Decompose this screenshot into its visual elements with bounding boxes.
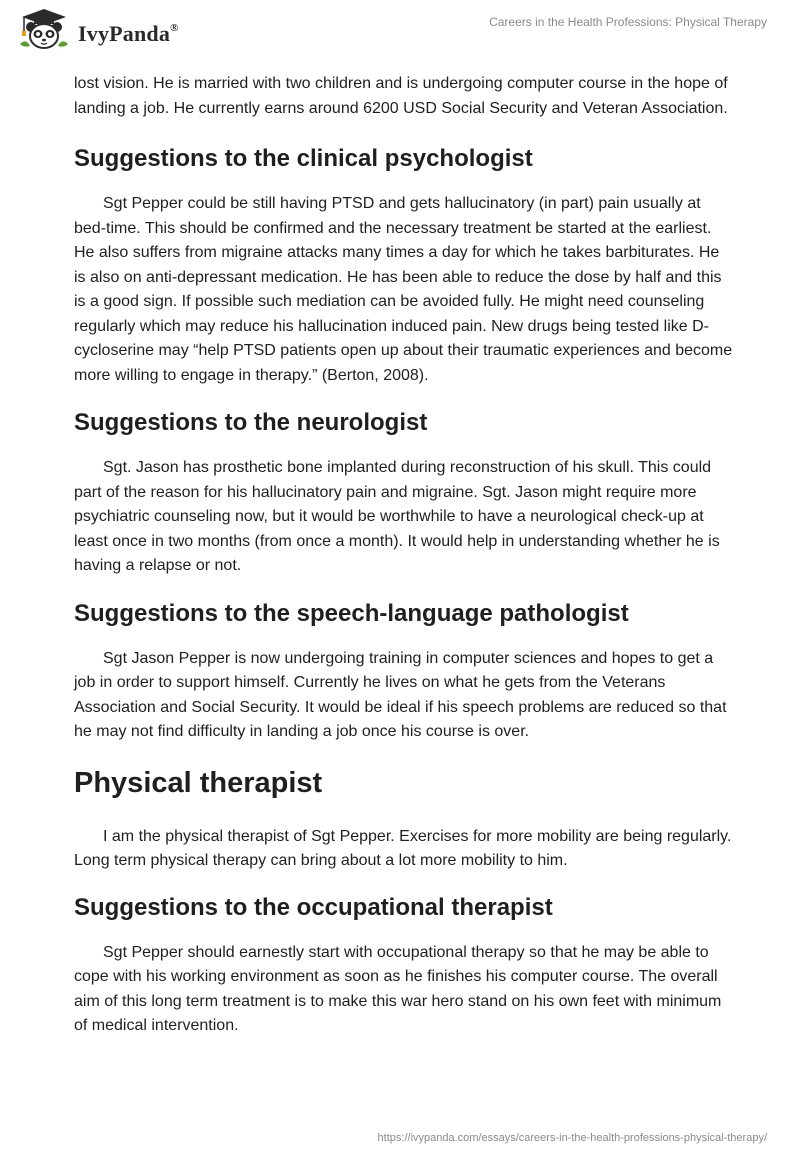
- physical-therapist-text: I am the physical therapist of Sgt Pepper. Exercises for more mobility are being regularly. Long term physical therapy can bring about a lot more mobility to him.: [74, 827, 732, 869]
- section-text-speech: Sgt Jason Pepper is now undergoing training in computer sciences and hopes to get a job in order to support himself. Currently he lives on what he gets from the Veterans Association and Social Security. It would be ideal if his speech problems are reduced so that he may not find difficulty in landing a job once his course is over.: [74, 649, 727, 740]
- brand-name[interactable]: IvyPanda®: [78, 21, 179, 46]
- section-heading-psychologist: Suggestions to the clinical psychologist: [74, 145, 533, 172]
- essay-content: [74, 70, 734, 1039]
- section-heading-neurologist: Suggestions to the neurologist: [74, 409, 428, 436]
- section-heading-occupational: Suggestions to the occupational therapist: [74, 893, 553, 921]
- source-url[interactable]: https://ivypanda.com/essays/careers-in-the-health-professions-physical-therapy/: [377, 1132, 767, 1144]
- section-text-occupational: Sgt Pepper should earnestly start with occupational therapy so that he may be able to cope with his working environment as soon as he finishes his computer course. The overall aim of this long term treatment is to make this war hero stand on his own feet with minimum of medical intervention.: [74, 943, 722, 1034]
- section-heading-speech: Suggestions to the speech-language pathologist: [74, 599, 629, 627]
- section-text-psychologist: Sgt Pepper could be still having PTSD and gets hallucinatory (in part) pain usually at bed-time. This should be confirmed and the necessary treatment be started at the earliest. He also suffers from migraine attacks many times a day for which he takes barbiturates. He is also on anti-depressant medication. He has been able to reduce the dose by half and this is a good sign. If possible such mediation can be avoided fully. He might need counseling regularly which may reduce his hallucination induced pain. New drugs being tested like D-cycloserine may “help PTSD patients open up about their traumatic experiences and become more willing to engage in therapy.” (Berton, 2008).: [74, 195, 733, 384]
- page-header: [0, 0, 800, 64]
- main-heading-physical-therapist: Physical therapist: [74, 766, 323, 799]
- intro-paragraph: lost vision. He is married with two children and is undergoing computer course in the hope of landing a job. He currently earns around 6200 USD Social Security and Veteran Association.: [74, 75, 728, 117]
- panda-logo-icon[interactable]: [14, 6, 78, 52]
- document-title: Careers in the Health Professions: Physical Therapy: [489, 15, 767, 29]
- section-text-neurologist: Sgt. Jason has prosthetic bone implanted during reconstruction of his skull. This could part of the reason for his hallucinatory pain and migraine. Sgt. Jason might require more psychiatric counseling now, but it would be worthwhile to have a neurological check-up at least once in two months (from once a month). It would help in understanding whether he is having a relapse or not.: [74, 459, 720, 574]
